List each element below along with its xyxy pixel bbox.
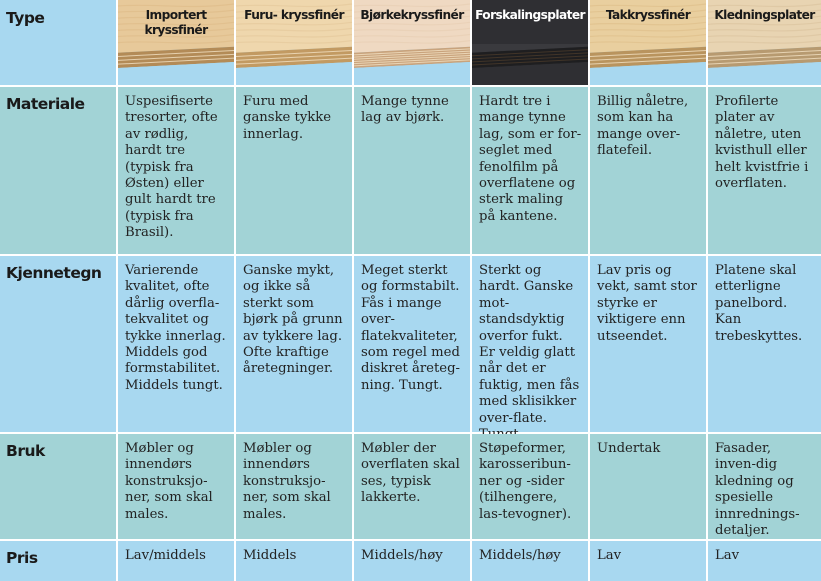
table-cell: Støpeformer, karosseribun-ner og -sider (tilhengere, las-tevogner).: [472, 434, 588, 539]
column-title: Importert kryssfinér: [144, 8, 208, 37]
column-header-kledning: [708, 0, 821, 85]
header-background: [236, 68, 352, 85]
table-cell: Møbler og innendørs konstruksjo-ner, som skal males.: [118, 434, 234, 539]
table-cell: Undertak: [590, 434, 706, 539]
table-cell: Mange tynne lag av bjørk.: [354, 87, 470, 254]
column-title: Furu- kryssfinér: [244, 8, 344, 22]
header-background: [590, 68, 706, 85]
table-cell: Sterkt og hardt. Ganske mot-standsdyktig overfor fukt. Er veldig glatt når det er fuktig, men fås med sklisikker over-flate.: [472, 256, 588, 432]
table-cell: Meget sterkt og formstabilt. Fås i mange over-flatekvaliteter, som regel med diskret åreteg-ning. Tungt.: [354, 256, 470, 432]
table-cell: Lav: [590, 541, 706, 581]
table-cell: Hardt tre i mange tynne lag, som er for-seglet med fenolfilm på overflatene og sterk maling på kantene.: [472, 87, 588, 254]
header-background: [708, 68, 821, 85]
header-background: [354, 68, 470, 85]
table-cell: Billig nåletre, som kan ha mange over-flatefeil.: [590, 87, 706, 254]
row-label-kjennetegn: Kjennetegn: [0, 256, 116, 432]
table-cell: Middels/høy: [354, 541, 470, 581]
column-title: Kledningsplater: [714, 8, 815, 22]
header-background: [472, 68, 588, 85]
table-cell: Middels: [236, 541, 352, 581]
header-background: [118, 68, 234, 85]
column-header-takkryss: [590, 0, 706, 85]
table-cell: Fasader, inven-dig kledning og spesielle innrednings-detaljer.: [708, 434, 821, 539]
corner-label: Type: [0, 0, 116, 85]
table-cell: Ganske mykt, og ikke så sterkt som bjørk på grunn av tykkere lag. Ofte kraftige åretegninger.: [236, 256, 352, 432]
column-header-furu: [236, 0, 352, 85]
column-header-bjork: [354, 0, 470, 85]
row-label-pris: Pris: [0, 541, 116, 581]
table-cell: Lav pris og vekt, samt stor styrke er viktigere enn utseendet.: [590, 256, 706, 432]
column-title: Bjørkekryssfinér: [360, 8, 464, 22]
table-cell: Lav/middels: [118, 541, 234, 581]
table-cell: Furu med ganske tykke innerlag.: [236, 87, 352, 254]
table-cell: Møbler og innendørs konstruksjo-ner, som skal males.: [236, 434, 352, 539]
column-title: Forskalingsplater: [475, 8, 585, 22]
table-cell: Platene skal etterligne panelbord. Kan trebeskyttes.: [708, 256, 821, 432]
table-cell: Lav: [708, 541, 821, 581]
column-header-importert: [118, 0, 234, 85]
column-title: Takkryssfinér: [605, 8, 691, 22]
row-label-materiale: Materiale: [0, 87, 116, 254]
table-cell: Middels/høy: [472, 541, 588, 581]
column-header-forskaling: [472, 0, 588, 85]
table-cell: Uspesifiserte tresorter, ofte av rødlig, hardt tre (typisk fra Østen) eller gult hardt tre (typisk fra Brasil).: [118, 87, 234, 254]
row-label-bruk: Bruk: [0, 434, 116, 539]
table-cell: Profilerte plater av nåletre, uten kvisthull eller helt kvistfrie i overflaten.: [708, 87, 821, 254]
table-cell: Møbler der overflaten skal ses, typisk lakkerte.: [354, 434, 470, 539]
table-cell: Varierende kvalitet, ofte dårlig overfla-tekvalitet og tykke innerlag. Middels god formstabilitet. Middels tungt.: [118, 256, 234, 432]
